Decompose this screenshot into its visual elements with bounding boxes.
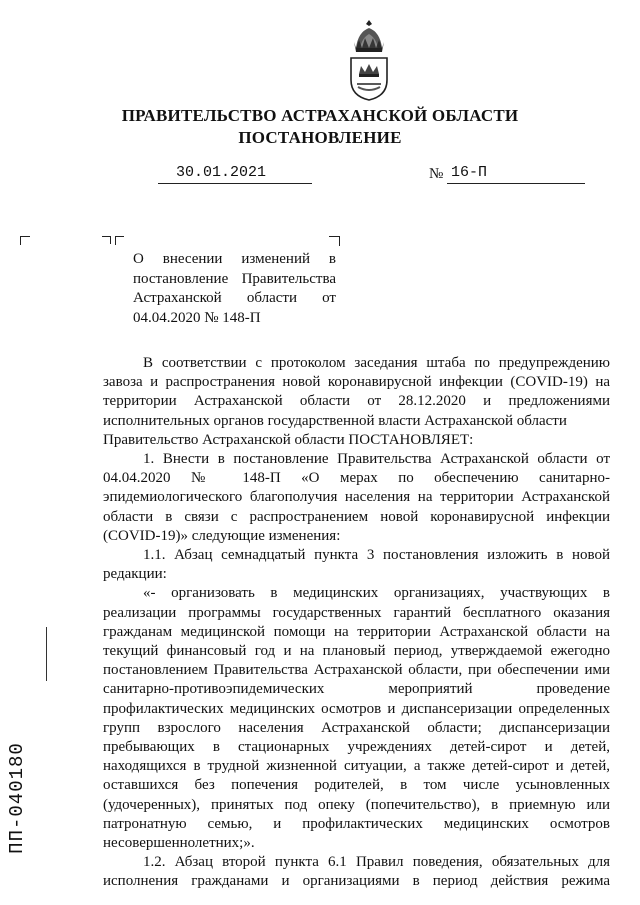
body-paragraph-item-1-2 [103,853,610,891]
body-line: исполнительных органов государственной власти Астраханской области [103,412,567,429]
body-line: 04.04.2020 № 148-П «О мерах по обеспечению санитарно- [103,470,610,487]
body-paragraph-preamble [103,354,610,431]
document-subject [133,250,336,328]
astrakhan-coat-of-arms-emblem [344,18,394,102]
subject-line: Астраханской области от [133,290,336,306]
body-line: области в связи с распространением новой коронавирусной инфекции [103,508,610,525]
body-line: постановлением Правительства Астраханской области, при обеспечении ими [103,662,610,679]
body-line: реализации программы государственных гарантий бесплатного оказания [103,604,610,621]
corner-mark-bracket-b [115,236,124,245]
document-body [103,354,610,892]
subject-line: О внесении изменений в [133,251,336,267]
corner-mark-bracket-a [110,236,111,244]
body-line: гражданам медицинской помощи на территории Астраханской области на [103,623,610,640]
body-paragraph-item-1 [103,450,610,546]
body-line: санитарно-противоэпидемических мероприятий проведение [103,681,610,698]
margin-serial-stamp [6,718,28,878]
body-line: 1. Внести в постановление Правительства Астраханской области от [143,451,610,468]
margin-serial-text: ПП-040180 [6,742,28,854]
body-line: редакции: [103,566,167,583]
body-line: находящихся в трудной жизненной ситуации, а также детей-сирот и детей, [103,758,610,775]
body-line: текущий финансовый год и на плановый период, утверждаемой ежегодно [103,643,610,660]
body-line: групп взрослого населения Астраханской области; диспансеризации [103,719,610,736]
corner-mark-right [329,236,340,246]
body-line: 1.2. Абзац второй пункта 6.1 Правил поведения, обязательных для [143,854,610,871]
body-line: патронатную семью, и профилактических медицинских осмотров [103,815,610,832]
organization-title: ПРАВИТЕЛЬСТВО АСТРАХАНСКОЙ ОБЛАСТИ [121,106,519,125]
document-number: 16-П [451,164,488,181]
body-line: Правительство Астраханской области ПОСТАНОВЛЯЕТ: [103,431,474,448]
number-prefix: № [429,166,444,182]
body-line: территории Астраханской области от 28.12.2020 и предложениями [103,393,610,410]
subject-line: постановление Правительства [133,270,336,287]
date-field [158,164,312,184]
body-paragraph-item-1-1 [103,546,610,584]
body-paragraph-resolves [103,431,610,450]
body-line: В соответствии с протоколом заседания штаба по предупреждению [143,355,610,371]
body-line: завоза и распространения новой коронавирусной инфекции (COVID-19) на [103,374,610,391]
body-line: профилактических медицинских осмотров и диспансеризации определенных [103,700,610,717]
body-line: эпидемиологического благополучия населения на территории Астраханской [103,489,610,506]
body-line: несовершеннолетних;». [103,835,255,852]
margin-fold-line [46,627,47,681]
body-line: (COVID-19)» следующие изменения: [103,527,341,544]
document-type-title: ПОСТАНОВЛЕНИЕ [238,128,402,147]
body-line: пребывающих в стационарных учреждениях детей-сирот и детей, [103,739,610,756]
body-line: 1.1. Абзац семнадцатый пункта 3 постановления изложить в новой [143,547,610,564]
document-date: 30.01.2021 [176,164,267,181]
body-line: (удочеренных), принятых под опеку (попечительство), в приемную или [103,796,610,813]
corner-mark-left [20,236,30,245]
number-field [447,164,585,184]
body-paragraph-quote [103,584,610,853]
body-line: оставшихся без попечения родителей, в том числе усыновленных [103,777,610,794]
body-line: «- организовать в медицинских организациях, участвующих в [143,585,610,602]
body-line: исполнения гражданами и организациями в период действия режима [103,873,610,890]
subject-line: 04.04.2020 № 148-П [133,309,261,326]
